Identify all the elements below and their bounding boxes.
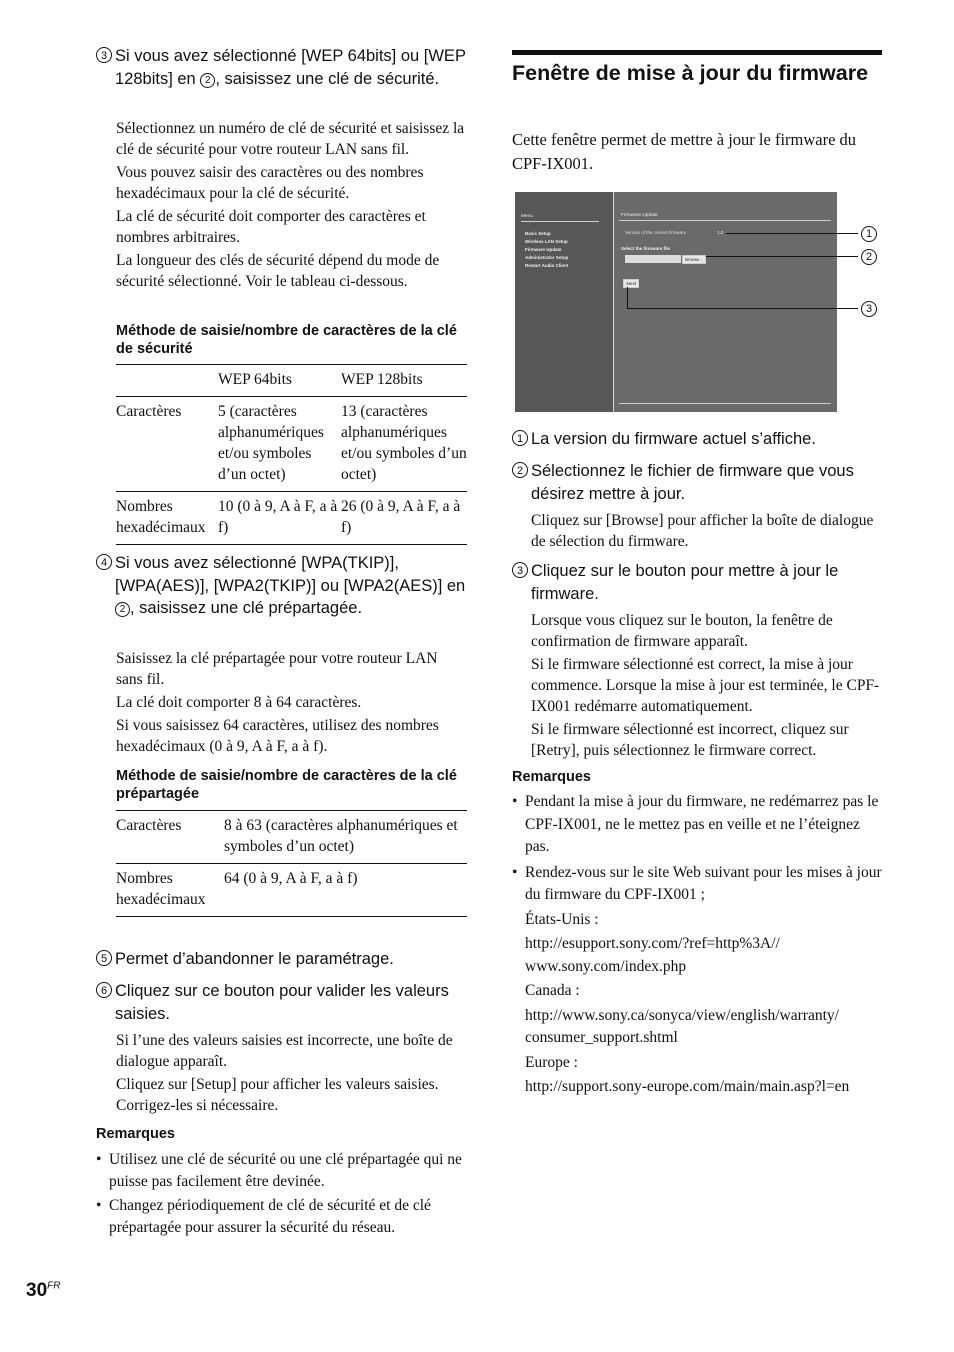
site-region: États-Unis :: [525, 910, 599, 928]
table-cell: 10 (0 à 9, A à F, a à f): [218, 492, 341, 545]
list-item: • Utilisez une clé de sécurité ou une clé prépartagée qui ne puisse pas facilement être devinée.: [96, 1149, 468, 1192]
table-cell: Caractères: [116, 811, 224, 864]
table-row: [116, 864, 467, 917]
callout-line-2: [706, 256, 858, 257]
table-row: [116, 397, 467, 492]
right-step-2-body: [531, 510, 883, 554]
table-cell: WEP 64bits: [218, 365, 341, 397]
paragraph: Cliquez sur [Browse] pour afficher la boîte de dialogue de sélection du firmware.: [531, 512, 874, 550]
step-5-heading: [96, 948, 466, 971]
step-title: Cliquez sur le bouton pour mettre à jour le firmware.: [531, 562, 839, 603]
paragraph: Saisissez la clé prépartagée pour votre routeur LAN sans fil.: [116, 650, 438, 688]
step-ref-number: 2: [200, 73, 215, 88]
table-cell: Nombres hexadécimaux: [116, 492, 218, 545]
site-region: Canada :: [525, 982, 580, 999]
step-title-part: Si vous avez sélectionné [WEP 64bits] ou [WEP 128bits] en: [115, 47, 466, 88]
right-step-2-heading: [512, 460, 884, 505]
paragraph: Si l’une des valeurs saisies est incorrecte, une boîte de dialogue apparaît.: [116, 1032, 453, 1070]
step-number: 3: [512, 562, 528, 578]
step-number: 2: [512, 462, 528, 478]
step-3-body: [116, 118, 468, 294]
table-cell: WEP 128bits: [341, 365, 467, 397]
step-number: 1: [512, 430, 528, 446]
paragraph: Si le firmware sélectionné est incorrect, cliquez sur [Retry], puis sélectionnez le firmware correct.: [531, 721, 849, 759]
right-step-3-body: [531, 610, 883, 763]
step-title: La version du firmware actuel s’affiche.: [531, 430, 816, 448]
panel-title: Firmware Update: [621, 213, 658, 218]
table-heading: Méthode de saisie/nombre de caractères de la clé de sécurité: [116, 323, 457, 357]
callout-line-3-vertical: [627, 287, 628, 308]
menu-item-restart-audio-client[interactable]: Restart Audio Client: [525, 263, 569, 268]
list-item: • Pendant la mise à jour du firmware, ne redémarrez pas le CPF-IX001, ne le mettez pas en veille et ne l’éteignez pas.: [512, 791, 886, 859]
menu-item-firmware-update[interactable]: Firmware Update: [525, 247, 562, 252]
security-key-table: [116, 364, 467, 545]
step-title: Cliquez sur ce bouton pour valider les valeurs saisies.: [115, 982, 449, 1023]
remarks-list: [96, 1149, 468, 1241]
firmware-file-input[interactable]: [625, 255, 681, 263]
step-title: Sélectionnez le fichier de firmware que vous désirez mettre à jour.: [531, 462, 854, 503]
paragraph: Si vous saisissez 64 caractères, utilisez des nombres hexadécimaux (0 à 9, A à F, a à f).: [116, 717, 439, 755]
section-rule: [512, 50, 882, 55]
site-url-canada[interactable]: http://www.sony.ca/sonyca/view/english/warranty/ consumer_support.shtml: [525, 1006, 839, 1046]
table-heading: Méthode de saisie/nombre de caractères de la clé prépartagée: [116, 768, 457, 802]
paragraph: La longueur des clés de sécurité dépend du mode de sécurité sélectionné. Voir le tableau ci-dessous.: [116, 252, 440, 290]
paragraph: Cliquez sur [Setup] pour afficher les valeurs saisies. Corrigez-les si nécessaire.: [116, 1076, 439, 1114]
panel-bottom-divider: [619, 403, 831, 404]
step-title-part: , saisissez une clé prépartagée.: [130, 599, 363, 617]
preshared-key-table: [116, 810, 467, 917]
step-number: 4: [96, 554, 112, 570]
paragraph: Vous pouvez saisir des caractères ou des nombres hexadécimaux pour la clé de sécurité.: [116, 164, 424, 202]
callout-line-3: [627, 308, 858, 309]
page-number: $30^{FR}$: [26, 1280, 61, 1301]
list-item: [512, 862, 886, 1099]
paragraph: Lorsque vous cliquez sur le bouton, la fenêtre de confirmation de firmware apparaît.: [531, 612, 833, 650]
table-cell: 26 (0 à 9, A à F, a à f): [341, 492, 467, 545]
step-4-heading: [96, 552, 466, 620]
table-cell: Nombres hexadécimaux: [116, 864, 224, 917]
step-title-part: Si vous avez sélectionné [WPA(TKIP)], [WPA(AES)], [WPA2(TKIP)] ou [WPA2(AES)] en: [115, 554, 466, 595]
right-step-3-heading: [512, 560, 884, 605]
table-row: [116, 811, 467, 864]
table-cell: 64 (0 à 9, A à F, a à f): [224, 864, 467, 917]
paragraph: La clé doit comporter 8 à 64 caractères.: [116, 694, 362, 711]
step-number: 6: [96, 982, 112, 998]
step-6-heading: [96, 980, 466, 1025]
paragraph: Si le firmware sélectionné est correct, la mise à jour commence. Lorsque la mise à jour est terminée, le CPF-IX001 redémarre automatiquement.: [531, 656, 880, 715]
list-item-text: Rendez-vous sur le site Web suivant pour les mises à jour du firmware du CPF-IX001 ;: [525, 863, 882, 903]
menu-panel: [515, 192, 614, 412]
step-6-body: [116, 1030, 468, 1118]
remarks-title: Remarques: [512, 769, 591, 785]
step-3-heading: [96, 45, 466, 90]
section-title: Fenêtre de mise à jour du firmware: [512, 61, 869, 85]
callout-2: 2: [861, 249, 877, 265]
menu-item-administrator-setup[interactable]: Administrator Setup: [525, 255, 569, 260]
send-button[interactable]: Send: [623, 279, 639, 288]
site-region: Europe :: [525, 1053, 578, 1071]
section-intro: Cette fenêtre permet de mettre à jour le firmware du CPF-IX001.: [512, 130, 857, 173]
table-cell: [116, 365, 218, 397]
firmware-update-screenshot: [515, 192, 837, 412]
step-ref-number: 2: [115, 602, 130, 617]
site-url-europe[interactable]: http://support.sony-europe.com/main/main.asp?l=en: [525, 1078, 850, 1095]
right-step-1-heading: [512, 428, 884, 451]
callout-3: 3: [861, 301, 877, 317]
step-number: 3: [96, 47, 112, 63]
step-title-part: , saisissez une clé de sécurité.: [215, 69, 440, 88]
table-cell: 8 à 63 (caractères alphanumériques et symboles d’un octet): [224, 811, 467, 864]
step-title: Permet d’abandonner le paramétrage.: [115, 950, 394, 968]
paragraph: Sélectionnez un numéro de clé de sécurité et saisissez la clé de sécurité pour votre routeur LAN sans fil.: [116, 120, 465, 158]
table-cell: Caractères: [116, 397, 218, 492]
remarks-title: Remarques: [96, 1126, 175, 1142]
table-cell: 5 (caractères alphanumériques et/ou symboles d’un octet): [218, 397, 341, 492]
step-4-body: [116, 648, 468, 759]
browse-button[interactable]: Browse...: [682, 255, 706, 264]
paragraph: La clé de sécurité doit comporter des caractères et nombres arbitraires.: [116, 208, 426, 246]
select-file-label: Select the firmware file: [621, 246, 671, 251]
menu-item-basic-setup[interactable]: Basic Setup: [525, 231, 551, 236]
menu-title: Menu: [521, 214, 533, 219]
step-number: 5: [96, 950, 112, 966]
menu-divider: [521, 221, 599, 222]
menu-item-wireless-lan-setup[interactable]: Wireless LAN Setup: [525, 239, 568, 244]
table-header-row: [116, 365, 467, 397]
version-label: Version of the current firmware: [625, 230, 687, 235]
panel-divider: [619, 220, 831, 221]
callout-line-1: [726, 233, 858, 234]
table-row: [116, 492, 467, 545]
table-cell: 13 (caractères alphanumériques et/ou symboles d’un octet): [341, 397, 467, 492]
site-url-us[interactable]: http://esupport.sony.com/?ref=http%3A// www.sony.com/index.php: [525, 935, 780, 975]
version-value: 1.0: [717, 230, 724, 235]
callout-1: 1: [861, 226, 877, 242]
list-item: • Changez périodiquement de clé de sécurité et de clé prépartagée pour assurer la sécurité du réseau.: [96, 1195, 468, 1238]
page-suffix: FR: [47, 1280, 61, 1292]
remarks-list: [512, 791, 886, 1102]
